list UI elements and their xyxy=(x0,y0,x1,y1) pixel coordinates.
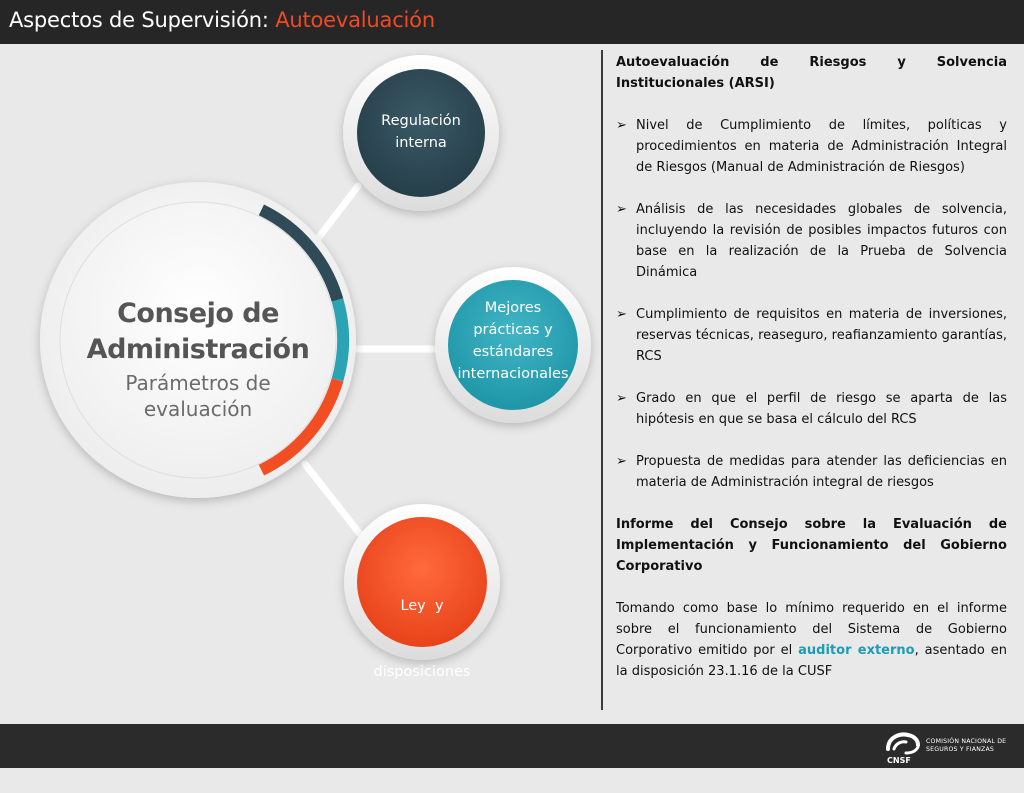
page-title-accent: Autoevaluación xyxy=(275,8,435,32)
list-item: ➢ Propuesta de medidas para atender las deficiencias en materia de Administración integral de riesgos xyxy=(616,451,1007,493)
center-label xyxy=(62,296,334,422)
auditor-externo-highlight: auditor externo xyxy=(798,643,915,658)
column-divider xyxy=(601,50,603,710)
arrow-bullet-icon: ➢ xyxy=(616,307,627,322)
list-item: ➢ Cumplimiento de requisitos en materia de inversiones, reservas técnicas, reaseguro, reafianzamiento garantías, RCS xyxy=(616,304,1007,367)
list-item: ➢ Análisis de las necesidades globales de solvencia, incluyendo la revisión de posibles impactos futuros con base en la realización de la Prueba de Solvencia Dinámica xyxy=(616,199,1007,283)
node-regulacion-label: Regulación interna xyxy=(381,113,461,151)
list-item: ➢ Grado en que el perfil de riesgo se aparta de las hipótesis en que se basa el cálculo del RCS xyxy=(616,388,1007,430)
header-bar xyxy=(0,0,1024,44)
node-ley-label: Ley y disposiciones xyxy=(373,598,471,680)
footer-bar xyxy=(0,724,1024,768)
arrow-bullet-icon: ➢ xyxy=(616,118,627,133)
arrow-bullet-icon: ➢ xyxy=(616,391,627,406)
section-heading-arsi: Autoevaluación de Riesgos y Solvencia Institucionales (ARSI) xyxy=(616,55,1007,91)
page-title: Aspectos de Supervisión: Autoevaluación xyxy=(9,8,435,32)
arc-mejores xyxy=(338,300,344,380)
cnsf-logo-icon xyxy=(884,729,924,765)
list-item: ➢ Nivel de Cumplimiento de límites, políticas y procedimientos en materia de Administración Integral de Riesgos (Manual de Administración de Riesgos) xyxy=(616,115,1007,178)
svg-text:CNSF: CNSF xyxy=(887,756,911,765)
node-mejores-label: Mejores prácticas y estándares internacionales xyxy=(457,300,569,382)
content-panel xyxy=(616,52,1007,682)
supervision-diagram xyxy=(0,44,600,724)
cnsf-logo xyxy=(884,729,1020,765)
section-heading-informe: Informe del Consejo sobre la Evaluación de Implementación y Funcionamiento del Gobierno Corporativo xyxy=(616,517,1007,574)
criteria-list xyxy=(616,115,1007,493)
arrow-bullet-icon: ➢ xyxy=(616,202,627,217)
cnsf-logo-text: COMISIÓN NACIONAL DE SEGUROS Y FIANZAS xyxy=(926,738,1007,753)
arrow-bullet-icon: ➢ xyxy=(616,454,627,469)
informe-paragraph: Tomando como base lo mínimo requerido en el informe sobre el funcionamiento del Sistema de Gobierno Corporativo emitido por el auditor externo, asentado en la disposición 23.1.16 de la CUSF xyxy=(616,601,1007,679)
center-title: Consejo de Administración xyxy=(86,298,310,365)
center-subtitle: Parámetros de evaluación xyxy=(125,371,271,421)
